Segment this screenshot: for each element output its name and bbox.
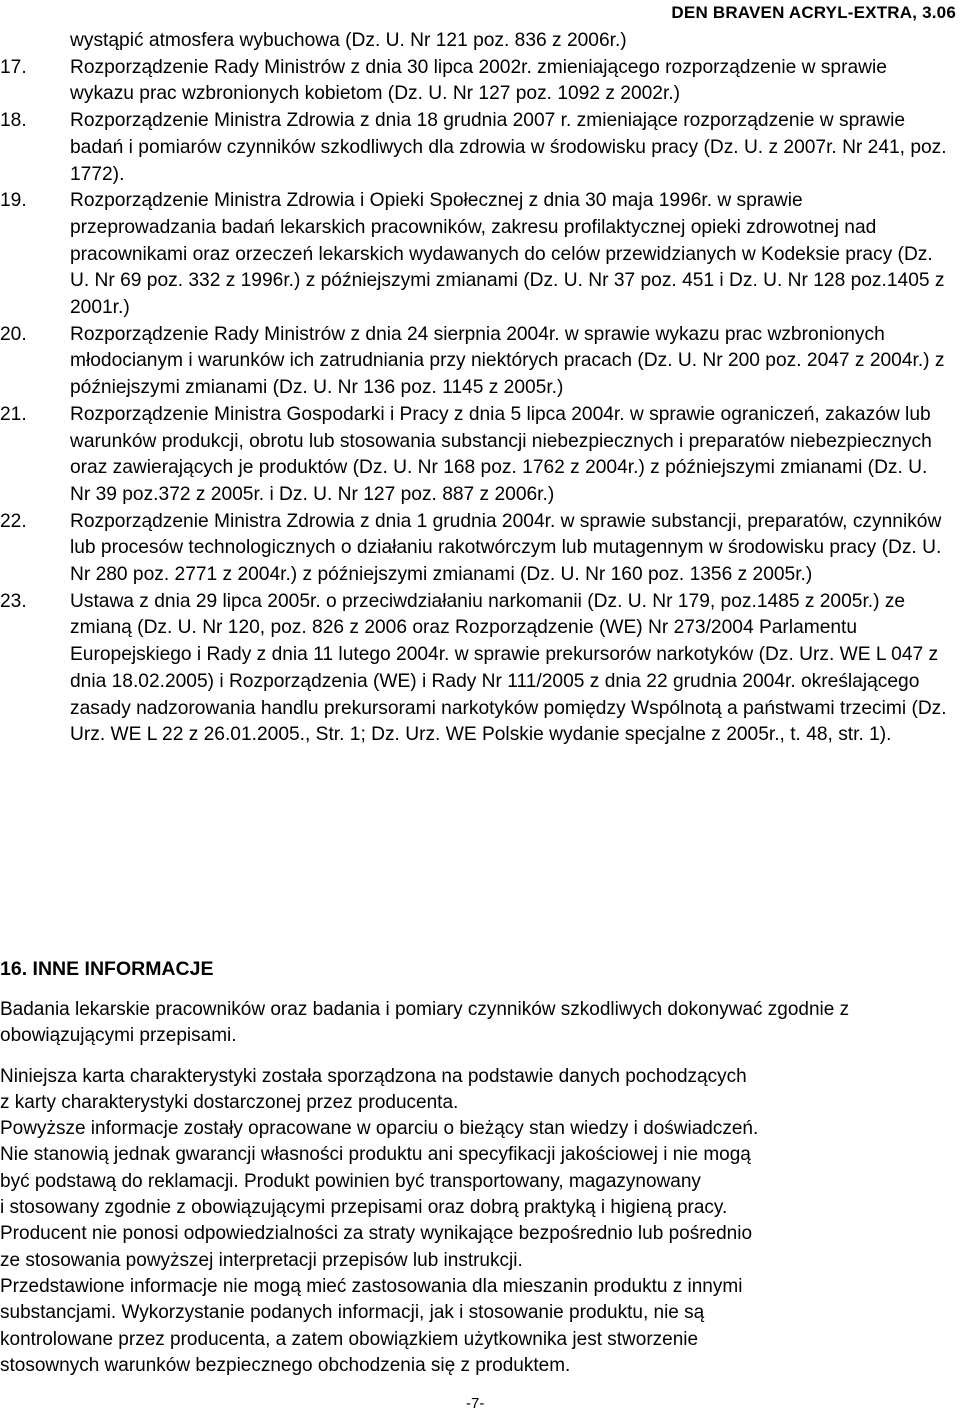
reference-number: 17. — [0, 56, 27, 78]
document-header-title: DEN BRAVEN ACRYL-EXTRA, 3.06 — [671, 3, 956, 22]
reference-text: Rozporządzenie Ministra Zdrowia z dnia 18 grudnia 2007 r. zmieniające rozporządzenie w sprawie badań i pomiarów czynników szkodliwych dla zdrowia w środowisku pracy (Dz. U. z 2007r. Nr 241, poz. 1772). — [70, 110, 947, 185]
reference-item-17 — [0, 55, 960, 108]
paragraph-mixtures-line: kontrolowane przez producenta, a zatem obowiązkiem użytkownika jest stworzenie — [0, 1328, 699, 1350]
paragraph-source-line: z karty charakterystyki dostarczonej przez producenta. — [0, 1091, 459, 1113]
reference-number: 19. — [0, 190, 27, 212]
paragraph-knowledge: Powyższe informacje zostały opracowane w oparciu o bieżący stan wiedzy i doświadczeń. — [0, 1118, 759, 1140]
reference-item-19 — [0, 188, 960, 322]
reference-text: Rozporządzenie Ministra Gospodarki i Pracy z dnia 5 lipca 2004r. w sprawie ograniczeń, zakazów lub warunków produkcji, obrotu lub stosowania substancji niebezpiecznych i preparatów niebezpiecznych oraz zawierających je produktów (Dz. U. Nr 168 poz. 1762 z 2004r.) z późniejszymi zmianami (Dz. U. Nr 39 poz.372 z 2005r. i Dz. U. Nr 127 poz. 887 z 2006r.) — [70, 403, 932, 505]
paragraph-mixtures-line: stosownych warunków bezpiecznego obchodzenia się z produktem. — [0, 1354, 571, 1376]
reference-number: 23. — [0, 590, 27, 612]
other-information-section — [0, 997, 960, 1379]
reference-text: Rozporządzenie Ministra Zdrowia i Opieki Społecznej z dnia 30 maja 1996r. w sprawie przeprowadzania badań lekarskich pracowników, zakresu profilaktycznej opieki zdrowotnej nad pracownikami oraz orzeczeń lekarskich wydawanych do celów przewidzianych w Kodeksie pracy (Dz. U. Nr 69 poz. 332 z 1996r.) z późniejszymi zmianami (Dz. U. Nr 37 poz. 451 i Dz. U. Nr 128 poz.1405 z 2001r.) — [70, 190, 945, 319]
reference-item-20 — [0, 322, 960, 402]
paragraph-source-line: Niniejsza karta charakterystyki została sporządzona na podstawie danych pochodzących — [0, 1065, 747, 1087]
reference-text: Ustawa z dnia 29 lipca 2005r. o przeciwdziałaniu narkomanii (Dz. U. Nr 179, poz.1485 z 2005r.) ze zmianą (Dz. U. Nr 120, poz. 826 z 2006 oraz Rozporządzenie (WE) Nr 273/2004 Parlamentu Europejskiego i Rady z dnia 11 lutego 2004r. w sprawie prekursorów narkotyków (Dz. Urz. WE L 047 z dnia 18.02.2005) i Rozporządzenia (WE) i Rady Nr 111/2005 z dnia 22 grudnia 2004r. określającego zasady nadzorowania handlu prekursorami narkotyków pomiędzy Wspólnotą a państwami trzecimi (Dz. Urz. WE L 22 z 26.01.2005., Str. 1; Dz. Urz. WE Polskie wydanie specjalne z 2005r., t. 48, str. 1). — [70, 590, 947, 746]
paragraph-medical-exams: Badania lekarskie pracowników oraz badania i pomiary czynników szkodliwych dokonywać zgodnie z obowiązującymi przepisami. — [0, 999, 850, 1047]
reference-number: 21. — [0, 403, 27, 425]
reference-item-21 — [0, 402, 960, 509]
section-heading: 16. INNE INFORMACJE — [0, 958, 214, 980]
reference-text: Rozporządzenie Rady Ministrów z dnia 30 lipca 2002r. zmieniającego rozporządzenie w sprawie wykazu prac wzbronionych kobietom (Dz. U. Nr 127 poz. 1092 z 2002r.) — [70, 56, 887, 105]
legal-references-list — [0, 28, 960, 749]
paragraph-warranty-line: być podstawą do reklamacji. Produkt powinien być transportowany, magazynowany — [0, 1170, 701, 1192]
paragraph-liability-line: Producent nie ponosi odpowiedzialności za straty wynikające bezpośrednio lub pośrednio — [0, 1223, 753, 1245]
reference-number: 18. — [0, 110, 27, 132]
reference-text: Rozporządzenie Ministra Zdrowia z dnia 1 grudnia 2004r. w sprawie substancji, preparatów, czynników lub procesów technologicznych o działaniu rakotwórczym lub mutagennym w środowisku pracy (Dz. U. Nr 280 poz. 2771 z 2004r.) z późniejszymi zmianami (Dz. U. Nr 160 poz. 1356 z 2005r.) — [70, 510, 942, 586]
paragraph-warranty-line: i stosowany zgodnie z obowiązującymi przepisami oraz dobrą praktyką i higieną pracy. — [0, 1197, 728, 1219]
paragraph-mixtures-line: Przedstawione informacje nie mogą mieć zastosowania dla mieszanin produktu z innymi — [0, 1275, 743, 1297]
reference-text: Rozporządzenie Rady Ministrów z dnia 24 sierpnia 2004r. w sprawie wykazu prac wzbronionych młodocianym i warunków ich zatrudniania przy niektórych pracach (Dz. U. Nr 200 poz. 2047 z 2004r.) z późniejszymi zmianami (Dz. U. Nr 136 poz. 1145 z 2005r.) — [70, 323, 945, 399]
reference-number: 22. — [0, 510, 27, 532]
page-number: -7- — [466, 1395, 485, 1412]
paragraph-liability-line: ze stosowania powyższej interpretacji przepisów lub instrukcji. — [0, 1249, 523, 1271]
reference-item-18 — [0, 108, 960, 188]
reference-number: 20. — [0, 323, 27, 345]
reference-item-23 — [0, 589, 960, 749]
paragraph-warranty-line: Nie stanowią jednak gwarancji własności produktu ani specyfikacji jakościowej i nie mogą — [0, 1144, 751, 1166]
reference-continuation: wystąpić atmosfera wybuchowa (Dz. U. Nr 121 poz. 836 z 2006r.) — [70, 30, 627, 51]
reference-item-22 — [0, 509, 960, 589]
paragraph-mixtures-line: substancjami. Wykorzystanie podanych informacji, jak i stosowanie produktu, nie są — [0, 1302, 705, 1324]
